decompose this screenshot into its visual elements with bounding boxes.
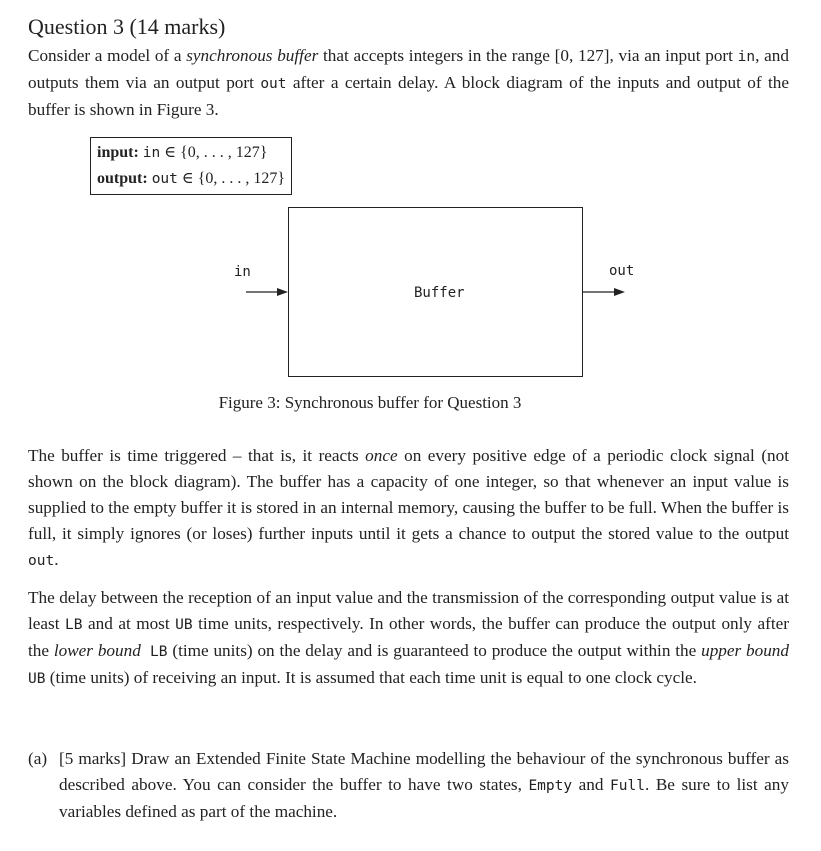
part-a-label: (a) <box>28 749 48 768</box>
figure-caption: Figure 3: Synchronous buffer for Question 3 <box>218 393 522 412</box>
paragraph-time-triggered: The buffer is time triggered – that is, it reacts once on every positive edge of a periodic clock signal (not shown on the block diagram). The buffer has a capacity of one integer, so that whenever an input value is supplied to the empty buffer it is stored in an internal memory, causing the buffer to be full. When the buffer is full, it simply ignores (or loses) further inputs until it gets a chance to output the stored value to the output out. <box>28 446 789 569</box>
emphasis-lower-bound: lower bound <box>53 641 141 660</box>
question-title: Question 3 (14 marks) <box>28 14 226 39</box>
lb-code: LB <box>65 617 83 633</box>
output-arrow-head <box>614 288 625 296</box>
input-arrow-head <box>277 288 288 296</box>
ub-code: UB <box>175 617 193 633</box>
emphasis-synchronous-buffer: synchronous buffer <box>186 46 319 65</box>
emphasis-once: once <box>365 446 398 465</box>
state-full-code: Full <box>610 778 645 794</box>
intro-paragraph: Consider a model of a synchronous buffer that accepts integers in the range [0, 127], via an input port in, and outputs them via an output port out after a certain delay. A block diagram of the inputs and output of the buffer is shown in Figure 3. <box>28 46 789 119</box>
port-in-code: in <box>737 49 756 65</box>
diagram-out-label: out <box>609 263 635 279</box>
diagram-in-label: in <box>234 264 251 280</box>
emphasis-upper-bound: upper bound <box>701 641 789 660</box>
io-output-line: output: out ∈ {0, . . . , 127} <box>97 170 286 187</box>
paragraph-delay: The delay between the reception of an input value and the transmission of the corresponding output value is at least LB and at most UB time units, respectively. In other words, the buffer can produce the output only after the lower bound LB (time units) on the delay and is guaranteed to produce the output within the upper bound UB (time units) of receiving an input. It is assumed that each time unit is equal to one clock cycle. <box>28 588 789 687</box>
port-out-code-2: out <box>28 553 55 569</box>
io-input-line: input: in ∈ {0, . . . , 127} <box>97 144 268 161</box>
state-empty-code: Empty <box>528 778 573 794</box>
part-a-text: [5 marks] Draw an Extended Finite State Machine modelling the behaviour of the synchronous buffer as described above. You can consider the buffer to have two states, Empty and Full. Be sure to list any variables defined as part of the machine. <box>59 749 789 821</box>
diagram-block-label: Buffer <box>414 285 465 301</box>
part-a-marks: [5 marks] <box>59 749 127 768</box>
port-out-code: out <box>260 76 287 92</box>
